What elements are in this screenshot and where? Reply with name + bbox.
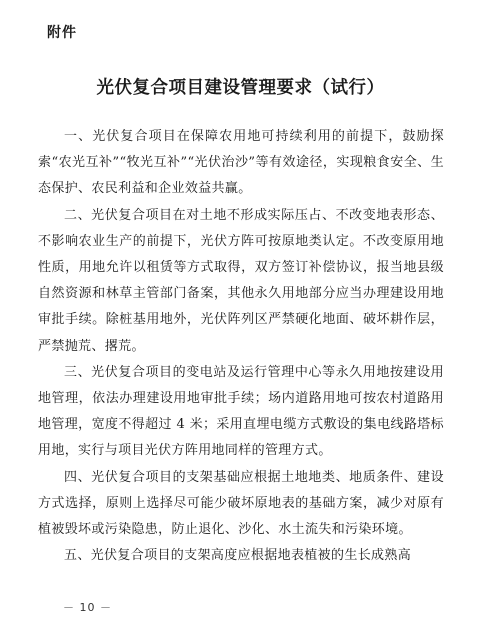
paragraph-1: 一、光伏复合项目在保障农用地可持续利用的前提下，鼓励探索“农光互补”“牧光互补”“光伏治沙”等有效途径，实现粮食安全、生态保护、农民利益和企业效益共赢。 xyxy=(38,129,444,197)
document-title: 光伏复合项目建设管理要求（试行） xyxy=(96,78,385,98)
document-body xyxy=(38,124,444,569)
paragraph-3: 三、光伏复合项目的变电站及运行管理中心等永久用地按建设用地管理，依法办理建设用地审批手续；场内道路用地可按农村道路用地管理，宽度不得超过 4 米；采用直埋电缆方式敷设的集电线路塔标用地，实行与项目光伏方阵用地同样的管理方式。 xyxy=(38,364,444,459)
paragraph-5: 五、光伏复合项目的支架高度应根据地表植被的生长成熟高 xyxy=(64,548,412,564)
page-number: － 10 － xyxy=(63,601,112,614)
attachment-label: 附件 xyxy=(47,25,77,41)
paragraph-2: 二、光伏复合项目在对土地不形成实际压占、不改变地表形态、不影响农业生产的前提下，光伏方阵可按原地类认定。不改变原用地性质，用地允许以租赁等方式取得，双方签订补偿协议，报当地县级自然资源和林草主管部门备案，其他永久用地部分应当办理建设用地审批手续。除桩基用地外，光伏阵列区严禁硬化地面、破坏耕作层，严禁抛荒、撂荒。 xyxy=(38,207,444,354)
paragraph-4: 四、光伏复合项目的支架基础应根据土地地类、地质条件、建设方式选择，原则上选择尽可能少破坏原地表的基础方案，减少对原有植被毁坏或污染隐患，防止退化、沙化、水土流失和污染环境。 xyxy=(38,469,444,538)
